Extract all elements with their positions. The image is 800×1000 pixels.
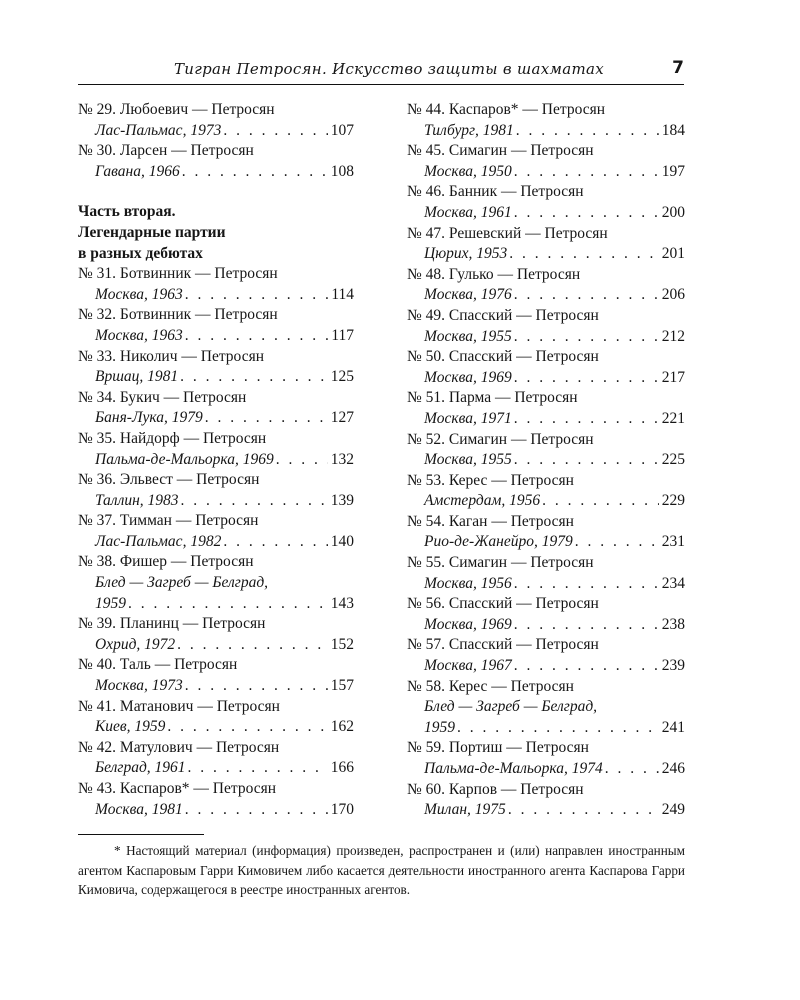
toc-entry: [407, 512, 685, 553]
entry-title: № 56. Спасский — Петросян: [407, 595, 599, 613]
entry-title: № 48. Гулько — Петросян: [407, 265, 581, 283]
leader-dots: [167, 717, 327, 738]
entry-title: № 60. Карпов — Петросян: [407, 780, 584, 798]
leader-dots: [514, 203, 659, 224]
entry-place: Гавана, 1966: [95, 162, 180, 180]
leader-dots: [128, 594, 328, 615]
entry-place: Лас-Пальмас, 1982: [95, 532, 222, 550]
leader-dots: [605, 759, 659, 780]
entry-page-number: 114: [331, 285, 354, 303]
entry-place-row: [78, 717, 354, 738]
leader-dots: [514, 409, 659, 430]
entry-title: № 58. Керес — Петросян: [407, 677, 574, 695]
entry-title: № 59. Портиш — Петросян: [407, 739, 589, 757]
leader-dots: [276, 450, 328, 471]
entry-place: Белград, 1961: [95, 759, 186, 777]
entry-place-row: [407, 800, 685, 821]
entry-page-number: 140: [330, 532, 354, 550]
entry-page-number: 201: [661, 245, 685, 263]
leader-dots: [508, 800, 659, 821]
toc-entry: [78, 697, 354, 738]
entry-page-number: 238: [661, 615, 685, 633]
entry-place-row: [407, 368, 685, 389]
toc-entry: [407, 306, 685, 347]
entry-place: Баня-Лука, 1979: [95, 409, 203, 427]
section-heading-line: Легендарные партии: [78, 223, 226, 241]
entry-place-row: [78, 285, 354, 306]
entry-place-row: [407, 285, 685, 306]
entry-title: № 49. Спасский — Петросян: [407, 306, 599, 324]
leader-dots: [223, 532, 327, 553]
toc-entry: [407, 780, 685, 821]
entry-title: № 57. Спасский — Петросян: [407, 636, 599, 654]
entry-place-row: [407, 121, 685, 142]
entry-place: Охрид, 1972: [95, 635, 176, 653]
entry-page-number: 139: [330, 491, 354, 509]
entry-title: № 38. Фишер — Петросян: [78, 553, 254, 571]
entry-place: Москва, 1955: [424, 451, 512, 469]
toc-entry: [78, 388, 354, 429]
entry-place: Пальма-де-Мальорка, 1969: [95, 450, 274, 468]
leader-dots: [514, 615, 659, 636]
entry-page-number: 212: [661, 327, 685, 345]
entry-page-number: 229: [661, 492, 685, 510]
entry-page-number: 108: [330, 162, 354, 180]
entry-page-number: 152: [330, 635, 354, 653]
entry-place: Лас-Пальмас, 1973: [95, 121, 222, 139]
leader-dots: [542, 491, 659, 512]
entry-place: Рио-де-Жанейро, 1979: [424, 533, 573, 551]
toc-right-column: [407, 100, 685, 821]
footnote: * Настоящий материал (информация) произведен, распространен и (или) направлен иностранным агентом Каспаровым Гарри Кимовичем либо касается деятельности иностранного агента Каспарова Гарри Кимовича, содержащегося в реестре иностранных агентов.: [78, 843, 685, 898]
entry-place-row: [78, 367, 354, 388]
entry-title: № 43. Каспаров* — Петросян: [78, 780, 277, 797]
entry-title: № 37. Тимман — Петросян: [78, 512, 259, 530]
entry-page-number: 249: [661, 801, 685, 819]
entry-place: Москва, 1963: [95, 285, 183, 303]
entry-place: Москва, 1950: [424, 162, 512, 180]
entry-page-number: 206: [661, 286, 685, 304]
entry-title: № 50. Спасский — Петросян: [407, 348, 599, 366]
entry-place-row: [407, 532, 685, 553]
entry-title: № 36. Эльвест — Петросян: [78, 471, 260, 489]
toc-group: [78, 100, 354, 182]
toc-entry: [78, 100, 354, 141]
toc-entry: [78, 655, 354, 696]
toc-entry: [407, 347, 685, 388]
entry-place-row: [78, 121, 354, 142]
entry-page-number: 217: [661, 368, 685, 386]
entry-place: Москва, 1963: [95, 326, 183, 344]
entry-place: Москва, 1961: [424, 203, 512, 221]
leader-dots: [180, 367, 328, 388]
entry-title: № 29. Любоевич — Петросян: [78, 101, 275, 118]
toc-group: [78, 614, 354, 820]
entry-place: Милан, 1975: [424, 801, 506, 819]
toc-entry: [78, 614, 354, 655]
entry-page-number: 117: [331, 326, 354, 344]
entry-place-row: [78, 635, 354, 656]
entry-title: № 39. Планинц — Петросян: [78, 615, 266, 633]
entry-place-row: [78, 162, 354, 183]
entry-place: Москва, 1969: [424, 615, 512, 633]
leader-dots: [514, 450, 659, 471]
section-heading-line: в разных дебютах: [78, 244, 203, 262]
entry-place: Москва, 1973: [95, 677, 183, 695]
entry-page-number: 127: [330, 409, 354, 427]
entry-place-row: [407, 615, 685, 636]
entry-place-row: [78, 491, 354, 512]
entry-page-number: 234: [661, 574, 685, 592]
toc-entry: [407, 182, 685, 223]
toc-entry: [407, 388, 685, 429]
entry-page-number: 221: [661, 409, 685, 427]
toc-entry: [78, 141, 354, 182]
entry-place-line: Блед — Загреб — Белград,: [424, 698, 598, 716]
entry-page-number: 231: [661, 533, 685, 551]
entry-page-number: 143: [330, 594, 354, 612]
entry-place-row: [407, 491, 685, 512]
leader-dots: [223, 121, 327, 142]
leader-dots: [177, 635, 328, 656]
entry-place-row: [78, 532, 354, 553]
toc-entry: [78, 511, 354, 552]
toc-entry: [78, 552, 354, 614]
toc-entry: [407, 635, 685, 676]
entry-place-row: [78, 450, 354, 471]
entry-title: № 53. Керес — Петросян: [407, 471, 574, 489]
leader-dots: [185, 800, 328, 821]
leader-dots: [514, 656, 659, 677]
toc-entry: [407, 738, 685, 779]
entry-page-number: 162: [330, 718, 354, 736]
entry-place-row: [407, 327, 685, 348]
toc-entry: [78, 738, 354, 779]
entry-place: Вршац, 1981: [95, 368, 179, 386]
entry-place-line: Блед — Загреб — Белград,: [95, 574, 269, 592]
entry-place: Москва, 1971: [424, 409, 512, 427]
leader-dots: [185, 676, 328, 697]
leader-dots: [457, 718, 659, 739]
entry-place-row: [78, 676, 354, 697]
leader-dots: [185, 326, 329, 347]
entry-place-row: [407, 203, 685, 224]
toc-entry: [78, 779, 354, 820]
toc-entry: [407, 471, 685, 512]
entry-page-number: 132: [330, 450, 354, 468]
entry-place-row: [407, 656, 685, 677]
entry-title: № 52. Симагин — Петросян: [407, 430, 594, 448]
entry-page-number: 197: [661, 162, 685, 180]
leader-dots: [185, 285, 329, 306]
entry-title: № 44. Каспаров* — Петросян: [407, 101, 606, 118]
entry-page-number: 166: [330, 759, 354, 777]
entry-page-number: 170: [330, 800, 354, 818]
entry-place: Тилбург, 1981: [424, 121, 514, 139]
entry-title: № 30. Ларсен — Петросян: [78, 142, 254, 160]
entry-title: № 46. Банник — Петросян: [407, 183, 584, 201]
entry-place: Цюрих, 1953: [424, 245, 508, 263]
entry-place: Москва, 1956: [424, 574, 512, 592]
leader-dots: [181, 491, 328, 512]
entry-page-number: 184: [661, 121, 685, 139]
entry-page-number: 107: [330, 121, 354, 139]
entry-place: Москва, 1955: [424, 327, 512, 345]
leader-dots: [575, 532, 659, 553]
leader-dots: [516, 121, 659, 142]
entry-place: Пальма-де-Мальорка, 1974: [424, 760, 603, 777]
leader-dots: [205, 408, 328, 429]
entry-place: Таллин, 1983: [95, 491, 179, 509]
entry-place-row: [407, 450, 685, 471]
leader-dots: [509, 244, 658, 265]
entry-place: Москва, 1969: [424, 368, 512, 386]
footnote-rule: [78, 834, 204, 835]
entry-place-row: [407, 759, 685, 780]
entry-place: Киев, 1959: [95, 718, 166, 736]
toc-entry: [407, 594, 685, 635]
entry-place: 1959: [424, 718, 455, 736]
section-gap: [78, 182, 354, 202]
entry-place: Москва, 1981: [95, 800, 183, 818]
entry-place: 1959: [95, 594, 126, 612]
entry-title: № 55. Симагин — Петросян: [407, 554, 594, 572]
entry-place: Москва, 1976: [424, 286, 512, 304]
toc-entry: [78, 305, 354, 346]
entry-title: № 33. Николич — Петросян: [78, 347, 264, 365]
leader-dots: [514, 285, 659, 306]
entry-title: № 35. Найдорф — Петросян: [78, 429, 267, 447]
toc-left-column: [78, 100, 354, 820]
entry-place-row: [78, 326, 354, 347]
page-number: 7: [672, 58, 684, 78]
entry-place-row: [407, 162, 685, 183]
toc-entry: [407, 677, 685, 739]
entry-title: № 31. Ботвинник — Петросян: [78, 265, 278, 283]
entry-place-row: [407, 574, 685, 595]
entry-title: № 40. Таль — Петросян: [78, 656, 238, 674]
toc-entry: [78, 470, 354, 511]
toc-entry: [78, 429, 354, 470]
entry-title: № 34. Букич — Петросян: [78, 388, 247, 406]
entry-place-row: [78, 408, 354, 429]
entry-place: Москва, 1967: [424, 657, 512, 675]
entry-page-number: 241: [661, 718, 685, 736]
toc-entry: [407, 224, 685, 265]
entry-place: Амстердам, 1956: [424, 492, 541, 510]
leader-dots: [514, 368, 659, 389]
entry-page-number: 239: [661, 657, 685, 675]
entry-page-number: 157: [330, 677, 354, 695]
page-header: [78, 58, 684, 84]
entry-title: № 32. Ботвинник — Петросян: [78, 306, 278, 324]
toc-entry: [78, 264, 354, 305]
leader-dots: [514, 162, 659, 183]
toc-entry: [407, 100, 685, 141]
entry-title: № 51. Парма — Петросян: [407, 389, 578, 407]
section-heading-line: Часть вторая.: [78, 203, 176, 221]
toc-group: [407, 738, 685, 820]
toc-group: [407, 100, 685, 677]
entry-page-number: 246: [661, 760, 685, 777]
leader-dots: [182, 162, 328, 183]
entry-place-row: [407, 718, 685, 739]
leader-dots: [514, 574, 659, 595]
toc-entry: [407, 430, 685, 471]
header-rule: [78, 84, 684, 85]
entry-title: № 47. Решевский — Петросян: [407, 224, 608, 242]
entry-page-number: 125: [330, 368, 354, 386]
toc-entry: [407, 141, 685, 182]
entry-place-row: [407, 409, 685, 430]
entry-title: № 45. Симагин — Петросян: [407, 142, 594, 160]
leader-dots: [514, 327, 659, 348]
toc-group: [78, 264, 354, 552]
entry-page-number: 200: [661, 203, 685, 221]
leader-dots: [188, 758, 328, 779]
entry-place-row: [78, 594, 354, 615]
toc-entry: [407, 553, 685, 594]
entry-title: № 41. Матанович — Петросян: [78, 697, 280, 715]
entry-place-row: [78, 758, 354, 779]
entry-place-row: [78, 800, 354, 821]
running-title: Тигран Петросян. Искусство защиты в шахматах: [173, 60, 605, 78]
entry-place-row: [407, 244, 685, 265]
entry-page-number: 225: [661, 451, 685, 469]
toc-entry: [78, 347, 354, 388]
toc-entry: [407, 265, 685, 306]
entry-title: № 54. Каган — Петросян: [407, 512, 574, 530]
entry-title: № 42. Матулович — Петросян: [78, 738, 280, 756]
